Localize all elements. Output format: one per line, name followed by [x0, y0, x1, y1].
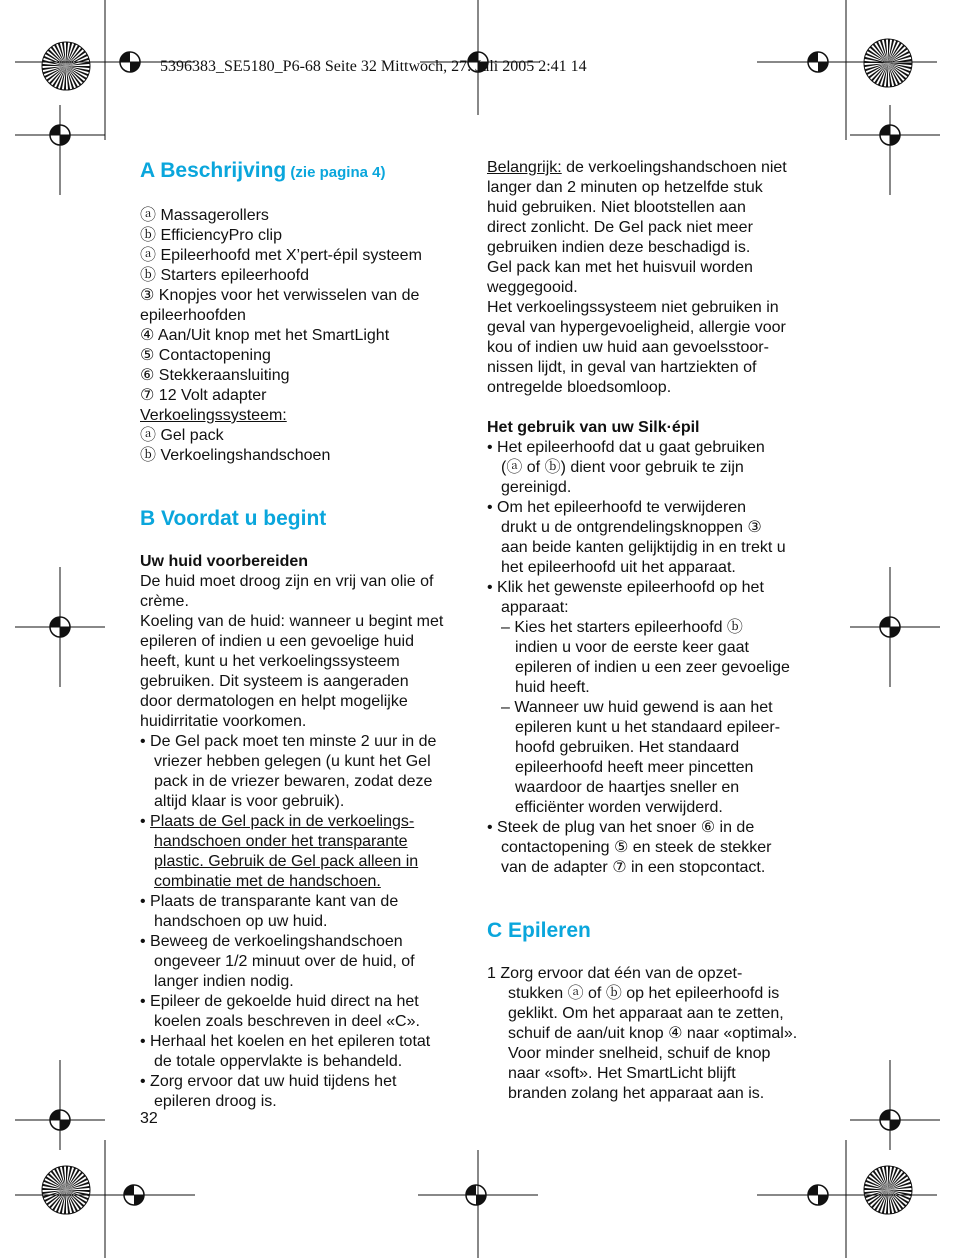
section-heading-text: A Beschrijving	[140, 159, 287, 182]
text-line: De huid moet droog zijn en vrij van olie of	[140, 573, 434, 590]
text-line: ⓑ EfficiencyPro clip	[140, 227, 282, 244]
registration-rosette-icon	[864, 1166, 912, 1214]
text-line: schuif de aan/uit knop ④ naar «optimal».	[508, 1025, 798, 1042]
text-line: gebruiken. Dit systeem is aangeraden	[140, 673, 409, 690]
text-line: weggegooid.	[487, 279, 578, 296]
text-line: direct zonlicht. De Gel pack niet meer	[487, 219, 753, 236]
text-line: epileerhoofd heeft meer pincetten	[515, 759, 754, 776]
text-line	[140, 872, 470, 892]
page-reference: (zie pagina 4)	[286, 164, 386, 181]
text-line: drukt u de ontgrendelingsknoppen ③	[501, 519, 762, 536]
text-line: ④ Aan/Uit knop met het SmartLight	[140, 327, 390, 344]
text-line: koelen zoals beschreven in deel «C».	[154, 1013, 420, 1030]
text-line: (ⓐ of ⓑ) dient voor gebruik te zijn	[501, 459, 744, 476]
underlined-text: combinatie met de handschoen.	[154, 873, 381, 890]
underlined-text: Plaats de Gel pack in de verkoelings-	[150, 813, 415, 830]
text-line: geval van hypergevoeligheid, allergie voor	[487, 319, 786, 336]
spacer	[487, 944, 817, 964]
print-header: 5396383_SE5180_P6-68 Seite 32 Mittwoch, 27. Juli 2005 2:41 14	[160, 58, 587, 75]
text-line: efficiënter worden verwijderd.	[515, 799, 723, 816]
text-line: epileren of indien u een zeer gevoelige	[515, 659, 790, 676]
section-heading	[140, 506, 470, 532]
text-line: kou of indien uw huid aan gevoelsstoor-	[487, 339, 769, 356]
section-heading	[487, 918, 817, 944]
registration-crosshair-icon	[880, 125, 900, 145]
text-line: hoofd gebruiken. Het standaard	[515, 739, 740, 756]
text-line: de totale oppervlakte is behandeld.	[154, 1053, 403, 1070]
text-line: door dermatologen en helpt mogelijke	[140, 693, 408, 710]
text-line: handschoen op uw huid.	[154, 913, 328, 930]
text-line	[140, 406, 470, 426]
text-run: de verkoelingshandschoen niet	[561, 159, 787, 176]
text-line: branden zolang het apparaat aan is.	[508, 1085, 765, 1102]
text-line: stukken ⓐ of ⓑ op het epileerhoofd is	[508, 985, 780, 1002]
spacer	[487, 878, 817, 918]
text-line: heeft, kunt u het verkoelingssysteem	[140, 653, 400, 670]
text-line: ⑦ 12 Volt adapter	[140, 387, 267, 404]
text-line: het epileerhoofd uit het apparaat.	[501, 559, 736, 576]
subheading: Uw huid voorbereiden	[140, 553, 309, 570]
text-line: epileerhoofden	[140, 307, 246, 324]
left-column	[140, 158, 470, 1112]
text-line: Gel pack kan met het huisvuil worden	[487, 259, 753, 276]
text-line: crème.	[140, 593, 189, 610]
text-line: aan beide kanten gelijktijdig in en trekt u	[501, 539, 786, 556]
spacer	[140, 532, 470, 552]
registration-crosshair-icon	[124, 1185, 144, 1205]
text-line: langer dan 2 minuten op hetzelfde stuk	[487, 179, 763, 196]
text-line: Het verkoelingssysteem niet gebruiken in	[487, 299, 779, 316]
text-line: contactopening ⑤ en steek de stekker	[501, 839, 772, 856]
text-line: gebruiken indien deze beschadigd is.	[487, 239, 751, 256]
text-line: gereinigd.	[501, 479, 572, 496]
text-line: waardoor de haartjes sneller en	[515, 779, 740, 796]
text-line: – Wanneer uw huid gewend is aan het	[501, 699, 773, 716]
section-heading	[140, 158, 470, 186]
text-line: epileren of indien u een gevoelige huid	[140, 633, 414, 650]
text-line: nissen lijdt, in geval van hartziekten of	[487, 359, 757, 376]
text-line: ③ Knopjes voor het verwisselen van de	[140, 287, 420, 304]
text-line: Voor minder snelheid, schuif de knop	[508, 1045, 771, 1062]
bullet: •	[140, 813, 151, 830]
text-line: ⓐ Gel pack	[140, 427, 224, 444]
registration-crosshair-icon	[808, 52, 828, 72]
text-line	[140, 812, 470, 832]
text-line: ⓐ Massagerollers	[140, 207, 269, 224]
text-line: huid gebruiken. Niet blootstellen aan	[487, 199, 746, 216]
text-line: pack in de vriezer bewaren, zodat deze	[154, 773, 433, 790]
text-line	[140, 852, 470, 872]
text-line: – Kies het starters epileerhoofd ⓑ	[501, 619, 743, 636]
text-line: • Plaats de transparante kant van de	[140, 893, 399, 910]
text-line: • Zorg ervoor dat uw huid tijdens het	[140, 1073, 397, 1090]
right-column	[487, 158, 817, 1104]
text-line: ⓑ Starters epileerhoofd	[140, 267, 309, 284]
text-line: van de adapter ⑦ in een stopcontact.	[501, 859, 766, 876]
text-line	[487, 158, 817, 178]
text-line: ⑤ Contactopening	[140, 347, 271, 364]
spacer	[140, 186, 470, 206]
text-line: ⑥ Stekkeraansluiting	[140, 367, 290, 384]
text-line: epileren droog is.	[154, 1093, 277, 1110]
registration-crosshair-icon	[50, 125, 70, 145]
registration-crosshair-icon	[880, 617, 900, 637]
emphasis-label: Belangrijk:	[487, 159, 562, 176]
page-number: 32	[140, 1110, 158, 1127]
text-line: 1 Zorg ervoor dat één van de opzet-	[487, 965, 743, 982]
text-line: vriezer hebben gelegen (u kunt het Gel	[154, 753, 431, 770]
underlined-text: Verkoelingssysteem:	[140, 407, 287, 424]
text-line: • Beweeg de verkoelingshandschoen	[140, 933, 403, 950]
section-heading-text: C Epileren	[487, 919, 591, 942]
registration-crosshair-icon	[880, 1110, 900, 1130]
text-line: • Het epileerhoofd dat u gaat gebruiken	[487, 439, 765, 456]
registration-crosshair-icon	[120, 52, 140, 72]
text-line: ⓑ Verkoelingshandschoen	[140, 447, 331, 464]
text-line: • Klik het gewenste epileerhoofd op het	[487, 579, 764, 596]
text-line: naar «soft». Het SmartLicht blijft	[508, 1065, 736, 1082]
text-line: • Epileer de gekoelde huid direct na het	[140, 993, 419, 1010]
registration-crosshair-icon	[50, 617, 70, 637]
registration-rosette-icon	[42, 1166, 90, 1214]
text-line: • Herhaal het koelen en het epileren totat	[140, 1033, 431, 1050]
section-heading-text: B Voordat u begint	[140, 507, 327, 530]
text-line: apparaat:	[501, 599, 569, 616]
text-line: langer indien nodig.	[154, 973, 294, 990]
spacer	[487, 398, 817, 418]
text-line: epileren kunt u het standaard epileer-	[515, 719, 781, 736]
text-line: ongeveer 1/2 minuut over de huid, of	[154, 953, 415, 970]
text-line: • Om het epileerhoofd te verwijderen	[487, 499, 747, 516]
registration-crosshair-icon	[808, 1185, 828, 1205]
underlined-text: handschoen onder het transparante	[154, 833, 408, 850]
underlined-text: plastic. Gebruik de Gel pack alleen in	[154, 853, 419, 870]
text-line: • De Gel pack moet ten minste 2 uur in de	[140, 733, 437, 750]
text-line: Koeling van de huid: wanneer u begint met	[140, 613, 444, 630]
text-line: huidirritatie voorkomen.	[140, 713, 307, 730]
text-line: ontregelde bloedsomloop.	[487, 379, 672, 396]
text-line: • Steek de plug van het snoer ⑥ in de	[487, 819, 755, 836]
registration-crosshair-icon	[466, 1185, 486, 1205]
text-line: huid heeft.	[515, 679, 590, 696]
text-line: altijd klaar is voor gebruik).	[154, 793, 345, 810]
text-line: geklikt. Om het apparaat aan te zetten,	[508, 1005, 784, 1022]
registration-crosshair-icon	[50, 1110, 70, 1130]
text-line	[140, 832, 470, 852]
text-line: ⓐ Epileerhoofd met X’pert-épil systeem	[140, 247, 422, 264]
subheading: Het gebruik van uw Silk·épil	[487, 419, 700, 436]
registration-rosette-icon	[42, 42, 90, 90]
text-line: indien u voor de eerste keer gaat	[515, 639, 749, 656]
registration-rosette-icon	[864, 39, 912, 87]
spacer	[140, 466, 470, 506]
